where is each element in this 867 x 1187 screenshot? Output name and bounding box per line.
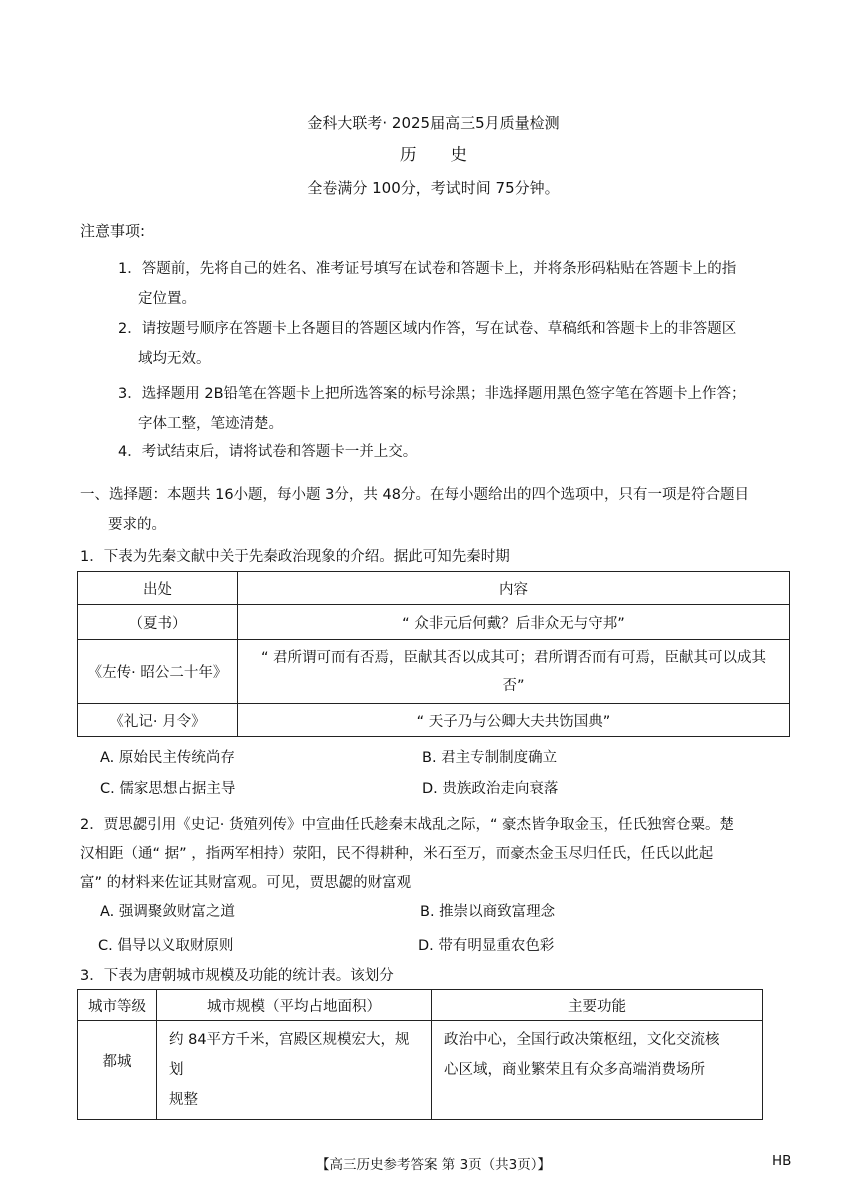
- table-cell-line: 心区域，商业繁荣且有众多高端消费场所: [444, 1062, 705, 1078]
- notice-item-text: 选择题用 2B铅笔在答题卡上把所选答案的标号涂黑；非选择题用黑色签字笔在答题卡上作答；: [141, 386, 746, 402]
- table-cell-line: 否”: [502, 677, 525, 694]
- table-cell-line: 约 84平方千米，宫殿区规模宏大，规划: [169, 1032, 410, 1078]
- section-heading: [80, 480, 790, 540]
- table-cell-function: [432, 1021, 763, 1120]
- table-cell-line: 政治中心，全国行政决策枢纽，文化交流核: [444, 1032, 720, 1048]
- q1-option-a[interactable]: A. 原始民主传统尚存: [100, 750, 235, 766]
- table-cell-scale: [157, 1021, 432, 1120]
- score-info: 全卷满分 100分，考试时间 75分钟。: [307, 179, 560, 197]
- q2-option-a[interactable]: A. 强调聚敛财富之道: [100, 904, 235, 920]
- table-cell-content: [238, 640, 790, 704]
- table-header-cell: 内容: [238, 572, 790, 605]
- question-2-line: 汉相距（通“ 据” ，指两军相持）荥阳，民不得耕种，米石至万，而豪杰金玉尽归任氏，任氏以此起: [80, 846, 714, 862]
- section-heading-continuation: 要求的。: [108, 517, 166, 533]
- table-row: [78, 1021, 763, 1120]
- notice-item-number: 2．: [118, 321, 142, 337]
- notice-item: [118, 314, 790, 374]
- table-cell-line: 规整: [169, 1092, 198, 1108]
- question-3-table: [77, 989, 763, 1120]
- notice-item: [118, 379, 790, 439]
- table-cell-line: “ 君所谓可而有否焉，臣献其否以成其可；君所谓否而有可焉，臣献其可以成其: [260, 649, 767, 666]
- table-row: [78, 640, 790, 704]
- table-cell-content: “ 众非元后何戴？后非众无与守邦”: [238, 605, 790, 640]
- table-cell-level: 都城: [78, 1021, 157, 1120]
- q1-option-c[interactable]: C. 儒家思想占据主导: [100, 781, 236, 797]
- table-header-row: [78, 990, 763, 1021]
- notice-item-text: 请按题号顺序在答题卡上各题目的答题区域内作答，写在试卷、草稿纸和答题卡上的非答题区: [141, 321, 737, 337]
- table-header-cell: 主要功能: [432, 990, 763, 1021]
- question-2-line: 2．贾思勰引用《史记· 货殖列传》中宣曲任氏趁秦末战乱之际，“ 豪杰皆争取金玉，任氏独窖仓粟。楚: [80, 817, 735, 833]
- subject-title: 历史: [400, 145, 501, 164]
- table-cell-source: 《礼记· 月令》: [78, 704, 238, 737]
- notice-item: [118, 437, 790, 467]
- notice-item-continuation: 定位置。: [138, 291, 196, 307]
- exam-title: 金科大联考· 2025届高三5月质量检测: [307, 114, 560, 132]
- notice-heading: 注意事项:: [80, 222, 146, 240]
- page-footer: 【高三历史参考答案 第 3页（共3页）】: [315, 1157, 551, 1173]
- table-row: [78, 605, 790, 640]
- table-header-row: [78, 572, 790, 605]
- notice-item-text: 考试结束后，请将试卷和答题卡一并上交。: [141, 444, 418, 460]
- section-heading-text: 一、选择题：本题共 16小题，每小题 3分，共 48分。在每小题给出的四个选项中，只有一项是符合题目: [80, 487, 749, 503]
- table-row: [78, 704, 790, 737]
- question-2-line: 富” 的材料来佐证其财富观。可见，贾思勰的财富观: [80, 875, 412, 891]
- notice-item-number: 4．: [118, 444, 142, 460]
- table-cell-source: 《左传· 昭公二十年》: [78, 640, 238, 704]
- notice-item: [118, 254, 790, 314]
- table-header-cell: 城市等级: [78, 990, 157, 1021]
- table-header-cell: 城市规模（平均占地面积）: [157, 990, 432, 1021]
- table-cell-source: （夏书）: [78, 605, 238, 640]
- notice-item-text: 答题前，先将自己的姓名、准考证号填写在试卷和答题卡上，并将条形码粘贴在答题卡上的指: [141, 261, 737, 277]
- question-1-stem: 1．下表为先秦文献中关于先秦政治现象的介绍。据此可知先秦时期: [80, 549, 510, 565]
- q1-option-b[interactable]: B. 君主专制制度确立: [422, 750, 558, 766]
- notice-item-number: 1．: [118, 261, 142, 277]
- question-1-table: [77, 571, 790, 737]
- footer-code: HB: [772, 1153, 792, 1169]
- q1-option-d[interactable]: D. 贵族政治走向衰落: [422, 781, 559, 797]
- table-cell-content: “ 天子乃与公卿大夫共饬国典”: [238, 704, 790, 737]
- q2-option-d[interactable]: D. 带有明显重农色彩: [418, 938, 555, 954]
- question-3-stem: 3．下表为唐朝城市规模及功能的统计表。该划分: [80, 968, 394, 984]
- notice-item-number: 3．: [118, 386, 142, 402]
- q2-option-c[interactable]: C. 倡导以义取财原则: [98, 938, 234, 954]
- notice-item-continuation: 字体工整，笔迹清楚。: [138, 416, 283, 432]
- table-header-cell: 出处: [78, 572, 238, 605]
- notice-item-continuation: 域均无效。: [138, 351, 211, 367]
- q2-option-b[interactable]: B. 推崇以商致富理念: [420, 904, 556, 920]
